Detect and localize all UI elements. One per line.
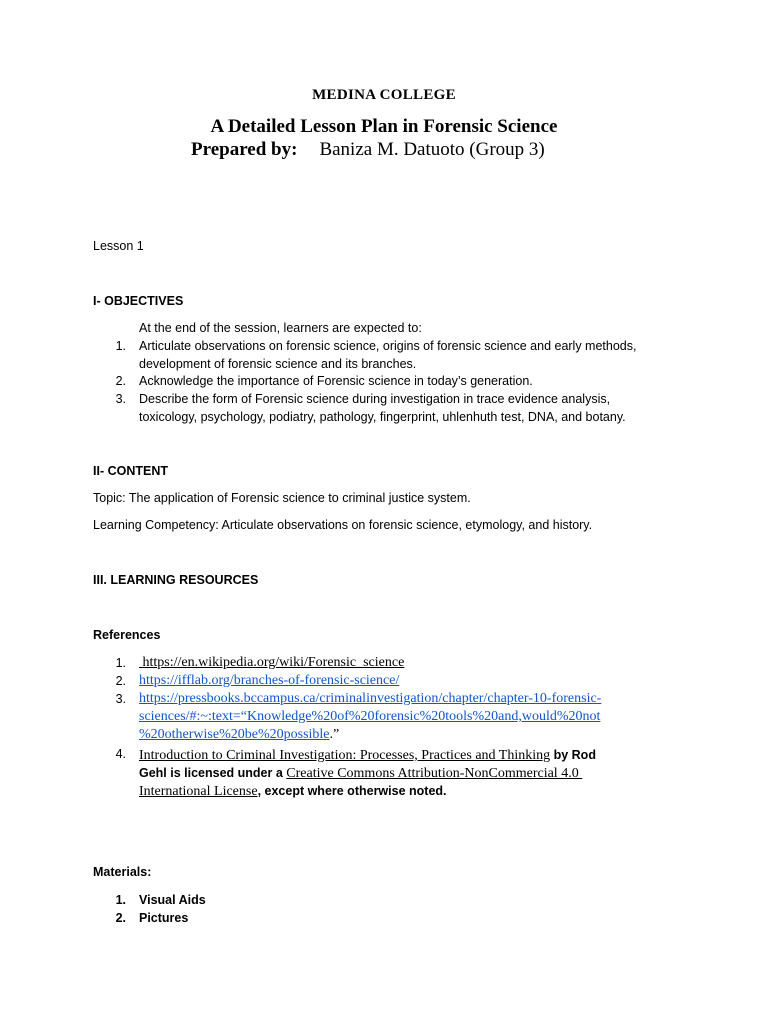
list-item: toxicology, psychology, podiatry, pathology, fingerprint, uhlenhuth test, DNA, and botany. <box>139 410 626 424</box>
list-number: 2. <box>115 674 126 688</box>
list-number: 1. <box>115 893 126 907</box>
prepared-by-name: Baniza M. Datuoto (Group 3) <box>319 139 545 160</box>
objectives-heading: I- OBJECTIVES <box>93 294 184 308</box>
materials-heading: Materials: <box>93 865 152 879</box>
resources-heading: III. LEARNING RESOURCES <box>93 573 259 587</box>
prepared-by-line <box>191 139 545 161</box>
reference-author: by Rod <box>550 748 596 762</box>
reference-link[interactable]: https://pressbooks.bccampus.ca/criminalinvestigation/chapter/chapter-10-forensic- <box>139 691 602 706</box>
list-item: Articulate observations on forensic science, origins of forensic science and early methods, <box>139 339 637 353</box>
content-heading: II- CONTENT <box>93 464 168 478</box>
list-number: 1. <box>115 656 126 670</box>
list-item: Pictures <box>139 911 189 925</box>
license-link[interactable]: Creative Commons Attribution-NonCommercial 4.0 <box>286 766 583 781</box>
list-number: 1. <box>115 339 126 353</box>
list-number: 3. <box>115 692 126 706</box>
list-item: Describe the form of Forensic science during investigation in trace evidence analysis, <box>139 392 611 406</box>
list-item: development of forensic science and its branches. <box>139 357 417 371</box>
license-link[interactable]: International License <box>139 784 258 799</box>
content-topic: Topic: The application of Forensic science to criminal justice system. <box>93 491 471 505</box>
reference-note: , except where otherwise noted. <box>257 784 447 798</box>
reference-line <box>139 782 447 800</box>
list-item: Acknowledge the importance of Forensic science in today’s generation. <box>139 374 533 388</box>
list-number: 2. <box>115 374 126 388</box>
list-item: Visual Aids <box>139 893 206 907</box>
reference-link[interactable]: sciences/#:~:text=“Knowledge%20of%20forensic%20tools%20and,would%20not <box>139 709 601 724</box>
prepared-by-label: Prepared by: <box>191 139 298 160</box>
lesson-label: Lesson 1 <box>93 239 144 253</box>
list-number: 3. <box>115 392 126 406</box>
reference-link[interactable]: %20otherwise%20be%20possible <box>139 727 330 742</box>
references-heading: References <box>93 628 161 642</box>
reference-line <box>139 727 339 743</box>
reference-tail: .” <box>329 727 340 742</box>
reference-line <box>139 746 596 764</box>
document-title: A Detailed Lesson Plan in Forensic Science <box>210 116 558 137</box>
reference-link[interactable]: https://ifflab.org/branches-of-forensic-science/ <box>139 673 400 688</box>
content-competency: Learning Competency: Articulate observations on forensic science, etymology, and history. <box>93 518 593 532</box>
objectives-intro: At the end of the session, learners are expected to: <box>139 321 422 335</box>
college-name: MEDINA COLLEGE <box>312 87 456 103</box>
list-number: 2. <box>115 911 126 925</box>
book-title-link[interactable]: Introduction to Criminal Investigation: Processes, Practices and Thinking <box>139 748 551 763</box>
reference-link[interactable]: https://en.wikipedia.org/wiki/Forensic_science <box>139 655 405 670</box>
reference-line <box>139 764 582 782</box>
list-number: 4. <box>115 747 126 761</box>
reference-licensed-text: Gehl is licensed under a <box>139 766 287 780</box>
